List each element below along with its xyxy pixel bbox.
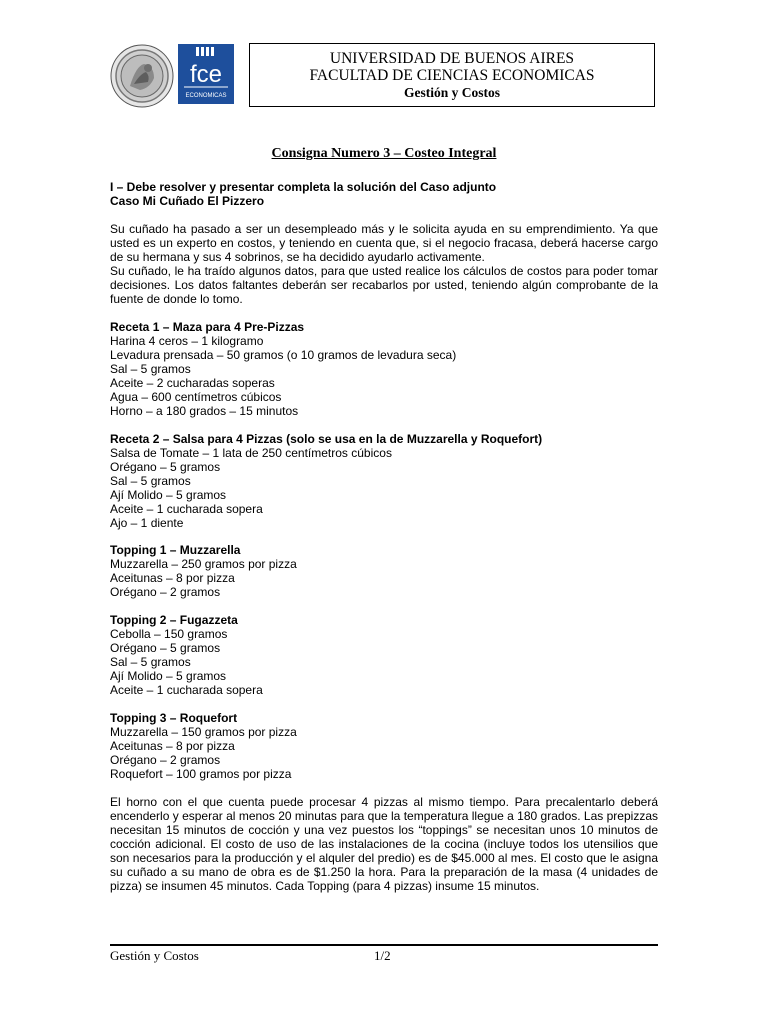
footer-page-number: 1/2 <box>374 948 391 963</box>
topping-1 <box>110 543 658 599</box>
recipe-2 <box>110 432 658 530</box>
recipe-1 <box>110 320 658 418</box>
recipe-item: Roquefort – 100 gramos por pizza <box>110 767 292 781</box>
fce-logo-subtext: ECONOMICAS <box>185 93 227 99</box>
intro-paragraph-1: Su cuñado ha pasado a ser un desempleado más y le solicita ayuda en su emprendimiento. Ya que usted es un experto en costos, y teniendo en cuenta que, si el negocio fracasa, deberá hacerse cargo de su hermana y sus 4 sobrinos, se ha decidido ayudarlo activamente. <box>110 222 658 264</box>
recipe-title: Topping 2 – Fugazzeta <box>110 613 238 627</box>
intro-text <box>110 222 658 306</box>
recipe-item: Sal – 5 gramos <box>110 474 191 488</box>
recipe-item: Aceite – 1 cucharada sopera <box>110 683 263 697</box>
recipe-item: Agua – 600 centímetros cúbicos <box>110 390 282 404</box>
fce-logo-text: fce <box>189 61 223 88</box>
recipe-title: Topping 1 – Muzzarella <box>110 543 241 557</box>
closing-paragraph: El horno con el que cuenta puede procesar 4 pizzas al mismo tiempo. Para precalentarlo deberá encenderlo y esperar al menos 20 minutas para que la temperatura llegue a 180 grados. Las prepizzas necesitan 15 minutos de cocción y una vez puestos los “toppings” se necesitan unos 10 minutos de cocción adicional. El costo de uso de las instalaciones de la cocina (incluye todos los utensilios que son necesarios para la producción y el alquler del predio) es de $45.000 al mes. El costo que le asigna su cuñado a su mano de obra es de $1.250 la hora. Para la preparación de la masa (4 unidades de pizza) se insumen 45 minutos. Cada Topping (para 4 pizzas) insume 15 minutos. <box>110 795 658 893</box>
document-title: Consigna Numero 3 – Costeo Integral <box>271 146 497 161</box>
recipe-item: Aceite – 1 cucharada sopera <box>110 502 263 516</box>
recipe-item: Sal – 5 gramos <box>110 362 191 376</box>
recipe-item: Ají Molido – 5 gramos <box>110 488 227 502</box>
intro-paragraph-2: Su cuñado, le ha traído algunos datos, para que usted realice los cálculos de costos para poder tomar decisiones. Los datos faltantes deberán ser recabarlos por usted, teniendo algún comprobante de la fuente de donde lo tomo. <box>110 264 658 306</box>
recipe-item: Levadura prensada – 50 gramos (o 10 gramos de levadura seca) <box>110 348 457 362</box>
fce-logo <box>178 44 234 104</box>
recipe-item: Cebolla – 150 gramos <box>110 627 228 641</box>
recipe-item: Muzzarella – 150 gramos por pizza <box>110 725 297 739</box>
section-heading-line-1: I – Debe resolver y presentar completa la solución del Caso adjunto <box>110 180 497 194</box>
recipe-item: Aceitunas – 8 por pizza <box>110 571 235 585</box>
subject-name: Gestión y Costos <box>403 85 500 100</box>
topping-3 <box>110 711 658 781</box>
recipe-title: Receta 2 – Salsa para 4 Pizzas (solo se usa en la de Muzzarella y Roquefort) <box>110 432 543 446</box>
institution-header <box>249 43 655 107</box>
recipe-item: Orégano – 5 gramos <box>110 641 221 655</box>
university-name: UNIVERSIDAD DE BUENOS AIRES <box>329 50 575 67</box>
footer-rule <box>110 944 658 946</box>
recipe-title: Topping 3 – Roquefort <box>110 711 238 725</box>
recipe-item: Ajo – 1 diente <box>110 516 184 530</box>
recipe-item: Salsa de Tomate – 1 lata de 250 centímetros cúbicos <box>110 446 392 460</box>
recipe-title: Receta 1 – Maza para 4 Pre-Pizzas <box>110 320 305 334</box>
recipe-item: Sal – 5 gramos <box>110 655 191 669</box>
section-heading <box>110 180 658 208</box>
university-seal-logo <box>110 44 174 108</box>
recipe-item: Orégano – 2 gramos <box>110 585 221 599</box>
footer-subject: Gestión y Costos <box>110 948 199 963</box>
recipe-item: Aceite – 2 cucharadas soperas <box>110 376 275 390</box>
topping-2 <box>110 613 658 697</box>
section-heading-line-2: Caso Mi Cuñado El Pizzero <box>110 194 265 208</box>
recipe-item: Horno – a 180 grados – 15 minutos <box>110 404 299 418</box>
recipe-item: Orégano – 2 gramos <box>110 753 221 767</box>
recipe-item: Ají Molido – 5 gramos <box>110 669 227 683</box>
recipe-item: Aceitunas – 8 por pizza <box>110 739 235 753</box>
faculty-name: FACULTAD DE CIENCIAS ECONOMICAS <box>309 67 595 84</box>
recipe-item: Muzzarella – 250 gramos por pizza <box>110 557 297 571</box>
recipe-item: Harina 4 ceros – 1 kilogramo <box>110 334 264 348</box>
recipe-item: Orégano – 5 gramos <box>110 460 221 474</box>
